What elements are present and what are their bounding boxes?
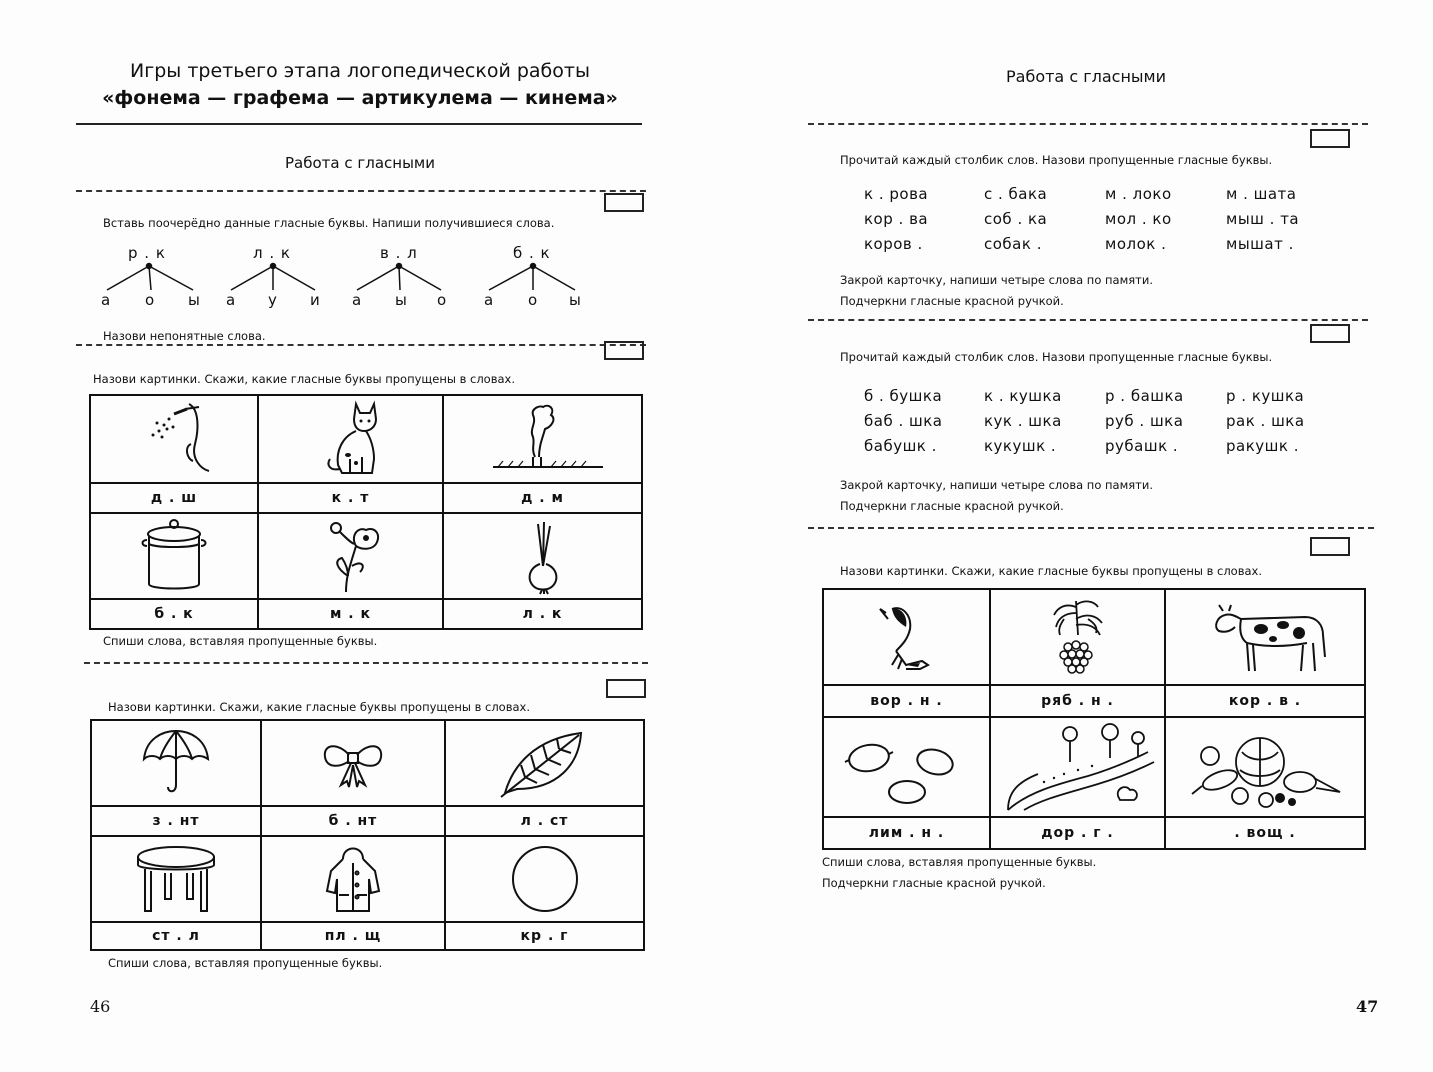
checkbox[interactable] bbox=[604, 341, 644, 360]
word: м . локо bbox=[1105, 185, 1172, 203]
word-columns-2 bbox=[864, 387, 1336, 455]
right-page bbox=[716, 0, 1433, 1072]
lemons-icon bbox=[824, 718, 991, 818]
word: м . шата bbox=[1226, 185, 1297, 203]
table-icon bbox=[92, 837, 262, 923]
caption: ряб . н . bbox=[991, 686, 1166, 718]
word: к . кушка bbox=[984, 387, 1062, 405]
word: р . кушка bbox=[1226, 387, 1305, 405]
tree-top-2: л . к bbox=[253, 244, 291, 262]
chapter-title bbox=[80, 58, 640, 112]
road-icon bbox=[991, 718, 1166, 818]
section-title: Работа с гласными bbox=[285, 154, 435, 172]
word: собак . bbox=[984, 235, 1042, 253]
pot-icon bbox=[91, 514, 259, 600]
caption: л . к bbox=[522, 606, 563, 622]
caption: д . ш bbox=[91, 484, 259, 514]
caption: ст . л bbox=[92, 923, 262, 949]
exercise2-footer: Спиши слова, вставляя пропущенные буквы. bbox=[103, 634, 378, 648]
caption: л . ст bbox=[446, 807, 643, 837]
word: молок . bbox=[1105, 235, 1167, 253]
caption: дор . г . bbox=[991, 818, 1166, 848]
exercise2-instruction: Назови картинки. Скажи, какие гласные буквы пропущены в словах. bbox=[93, 372, 515, 386]
tree-top-3: в . л bbox=[380, 244, 418, 262]
caption: д . м bbox=[444, 484, 641, 514]
word: б . бушка bbox=[864, 387, 943, 405]
checkbox[interactable] bbox=[604, 193, 644, 212]
vowel: ы bbox=[188, 291, 201, 309]
poppy-icon bbox=[259, 514, 444, 600]
tree-top-1: р . к bbox=[128, 244, 166, 262]
word: кор . ва bbox=[864, 210, 929, 228]
circle-icon bbox=[446, 837, 643, 923]
vowel: и bbox=[310, 291, 321, 309]
onion-icon bbox=[444, 514, 641, 600]
exercise1-instruction: Прочитай каждый столбик слов. Назови пропущенные гласные буквы. bbox=[840, 153, 1273, 167]
crow-icon bbox=[824, 590, 991, 686]
letter-trees bbox=[95, 246, 615, 312]
word-columns-1 bbox=[864, 185, 1336, 253]
word: ракушк . bbox=[1226, 437, 1299, 455]
vowel: а bbox=[226, 291, 237, 309]
cat-icon bbox=[259, 396, 444, 484]
chapter-title-line-1: Игры третьего этапа логопедической работы bbox=[130, 60, 590, 82]
page-number: 47 bbox=[1356, 997, 1379, 1016]
caption: з . нт bbox=[92, 807, 262, 837]
title-rule bbox=[76, 123, 642, 125]
caption: к . т bbox=[259, 484, 444, 514]
checkbox[interactable] bbox=[1310, 537, 1350, 556]
exercise3-instruction: Назови картинки. Скажи, какие гласные буквы пропущены в словах. bbox=[108, 700, 530, 714]
caption: вор . н . bbox=[824, 686, 991, 718]
cow-icon bbox=[1166, 590, 1364, 686]
exercise2-instruction: Прочитай каждый столбик слов. Назови пропущенные гласные буквы. bbox=[840, 350, 1273, 364]
vowel: о bbox=[145, 291, 156, 309]
umbrella-icon bbox=[92, 721, 262, 807]
card-divider bbox=[76, 344, 646, 346]
word: коров . bbox=[864, 235, 923, 253]
word: бабушк . bbox=[864, 437, 937, 455]
vegetables-icon bbox=[1166, 718, 1364, 818]
word: баб . шка bbox=[864, 412, 943, 430]
caption: кр . г bbox=[520, 928, 569, 944]
word: рак . шка bbox=[1226, 412, 1305, 430]
exercise1-instruction: Вставь поочерёдно данные гласные буквы. Напиши получившиеся слова. bbox=[103, 216, 555, 230]
card-divider bbox=[808, 123, 1368, 125]
card-divider bbox=[76, 190, 646, 192]
vowel: ы bbox=[395, 291, 408, 309]
word: р . башка bbox=[1105, 387, 1184, 405]
caption: м . к bbox=[259, 600, 444, 628]
exercise2-footer-2: Подчеркни гласные красной ручкой. bbox=[840, 499, 1064, 513]
chapter-title-line-2: «фонема — графема — артикулема — кинема» bbox=[102, 87, 618, 109]
picture-grid-3 bbox=[822, 588, 1366, 850]
caption: . вощ . bbox=[1234, 825, 1296, 841]
picture-grid-1 bbox=[89, 394, 643, 630]
house-smoke-icon bbox=[444, 396, 641, 484]
word: с . бака bbox=[984, 185, 1048, 203]
exercise1-note: Назови непонятные слова. bbox=[103, 329, 266, 343]
vowel: а bbox=[352, 291, 363, 309]
caption: пл . щ bbox=[262, 923, 446, 949]
vowel: а bbox=[101, 291, 112, 309]
vowel: ы bbox=[569, 291, 582, 309]
word: соб . ка bbox=[984, 210, 1048, 228]
exercise3-instruction: Назови картинки. Скажи, какие гласные буквы пропущены в словах. bbox=[840, 564, 1262, 578]
rowan-icon bbox=[991, 590, 1166, 686]
exercise2-footer-1: Закрой карточку, напиши четыре слова по памяти. bbox=[840, 478, 1153, 492]
caption: б . нт bbox=[262, 807, 446, 837]
checkbox[interactable] bbox=[606, 679, 646, 698]
left-page bbox=[0, 0, 716, 1072]
word: мол . ко bbox=[1105, 210, 1172, 228]
card-divider bbox=[808, 319, 1368, 321]
tree-top-4: б . к bbox=[513, 244, 551, 262]
caption: б . к bbox=[91, 600, 259, 628]
word: кукушк . bbox=[984, 437, 1057, 455]
word: мышат . bbox=[1226, 235, 1294, 253]
vowel: а bbox=[484, 291, 495, 309]
word: к . рова bbox=[864, 185, 929, 203]
checkbox[interactable] bbox=[1310, 129, 1350, 148]
word: кук . шка bbox=[984, 412, 1062, 430]
raincoat-icon bbox=[262, 837, 446, 923]
exercise3-footer-1: Спиши слова, вставляя пропущенные буквы. bbox=[822, 855, 1097, 869]
vowel: о bbox=[437, 291, 448, 309]
exercise3-footer: Спиши слова, вставляя пропущенные буквы. bbox=[108, 956, 383, 970]
page-number: 46 bbox=[90, 997, 111, 1016]
card-divider bbox=[84, 662, 648, 664]
leaf-icon bbox=[446, 721, 643, 807]
exercise1-footer-2: Подчеркни гласные красной ручкой. bbox=[840, 294, 1064, 308]
checkbox[interactable] bbox=[1310, 324, 1350, 343]
caption: кор . в . bbox=[1166, 686, 1364, 718]
word: рубашк . bbox=[1105, 437, 1179, 455]
word: мыш . та bbox=[1226, 210, 1300, 228]
section-title: Работа с гласными bbox=[1006, 67, 1166, 86]
exercise1-footer-1: Закрой карточку, напиши четыре слова по памяти. bbox=[840, 273, 1153, 287]
bow-icon bbox=[262, 721, 446, 807]
caption: лим . н . bbox=[824, 818, 991, 848]
card-divider bbox=[808, 527, 1374, 529]
word: руб . шка bbox=[1105, 412, 1184, 430]
exercise3-footer-2: Подчеркни гласные красной ручкой. bbox=[822, 876, 1046, 890]
vowel: у bbox=[268, 291, 278, 309]
vowel: о bbox=[528, 291, 539, 309]
picture-grid-2 bbox=[90, 719, 645, 951]
shower-icon bbox=[91, 396, 259, 484]
